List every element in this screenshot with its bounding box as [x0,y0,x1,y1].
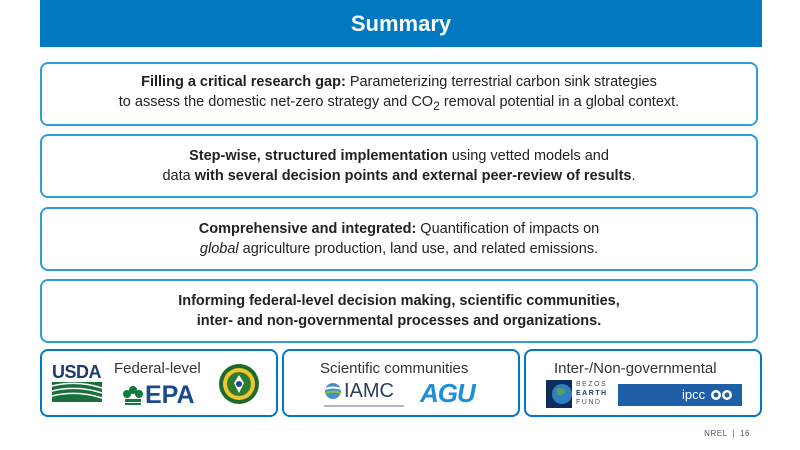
epa-logo-text: EPA [145,380,195,409]
un-emblem-icon [711,389,733,401]
slide-title: Summary [350,10,452,36]
doe-seal-icon [218,363,260,405]
box-italic: global [199,241,239,257]
summary-box-research-gap [40,62,758,126]
iamc-logo-text: IAMC [344,380,394,402]
box-text: removal potential in a global context. [439,94,680,111]
agu-logo: AGU [420,378,475,408]
slide-footer [704,429,750,438]
box-heading: Filling a critical research gap: [141,74,346,91]
box-text: Parameterizing terrestrial carbon sink strategies [345,74,657,91]
box-heading: Step-wise, structured implementation [189,148,448,164]
iamc-globe-icon [324,382,342,400]
iamc-tagline-bar [324,405,404,407]
box-text: agriculture production, land use, and related emissions. [238,241,599,257]
ipcc-logo [618,384,742,406]
box-line [199,219,600,239]
bezos-text-block [576,380,608,407]
earth-image-icon [546,380,572,408]
box-emphasis: with several decision points and external peer-review of results [194,168,632,184]
bezos-word: EARTH [576,390,608,397]
box-text: to assess the domestic net-zero strategy and CO [118,94,434,111]
panel-federal-level [40,349,278,417]
panel-title: Inter-/Non-governmental [554,360,717,377]
epa-logo [122,381,195,409]
box-line [141,72,657,92]
footer-org: NREL [704,429,728,438]
box-heading: Informing federal-level decision making, scientific communities, [178,293,620,309]
epa-flower-icon [122,384,144,406]
slide-header [40,0,762,47]
box-text: . [631,168,636,184]
box-heading: Comprehensive and integrated: [198,221,417,237]
panel-title: Federal-level [114,360,201,377]
box-line [119,92,679,116]
box-text: Quantification of impacts on [416,221,600,237]
bezos-word: FUND [576,399,602,406]
box-text: data [162,168,195,184]
box-line [189,146,609,166]
box-line [162,166,635,186]
usda-fields-icon [52,382,104,402]
ipcc-logo-text: ipcc [682,387,706,402]
footer-separator: | [732,429,736,438]
summary-box-comprehensive [40,207,758,271]
usda-logo [52,363,104,403]
summary-box-implementation [40,134,758,198]
box-line [200,239,598,259]
panel-title: Scientific communities [320,360,469,377]
box-text: using vetted models and [447,148,609,164]
subscript: 2 [433,98,440,113]
summary-box-informing [40,279,758,343]
usda-logo-text: USDA [52,362,102,382]
box-heading: inter- and non-governmental processes and organizations. [196,313,602,329]
panel-intergovernmental [524,349,762,417]
bezos-earth-fund-logo [546,380,608,408]
iamc-logo [324,381,394,401]
page-number: 16 [740,429,750,438]
bezos-word: BEZOS [576,381,608,388]
panel-scientific-communities [282,349,520,417]
